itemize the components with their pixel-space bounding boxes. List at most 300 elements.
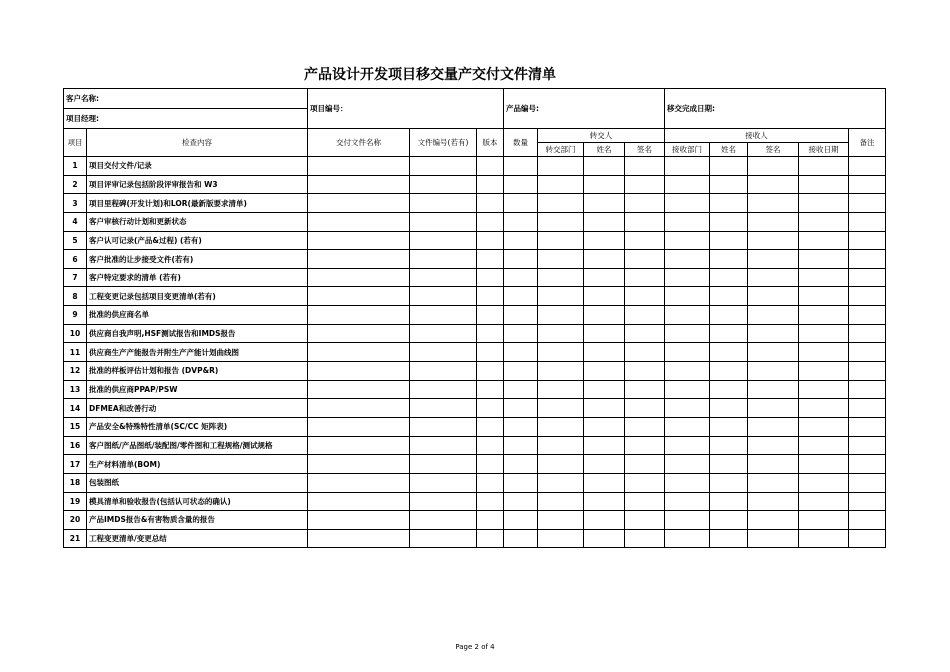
empty-cell[interactable] (410, 175, 477, 194)
empty-cell[interactable] (665, 157, 710, 176)
empty-cell[interactable] (504, 287, 538, 306)
empty-cell[interactable] (710, 194, 748, 213)
empty-cell[interactable] (538, 324, 584, 343)
empty-cell[interactable] (410, 250, 477, 269)
empty-cell[interactable] (538, 250, 584, 269)
empty-cell[interactable] (849, 492, 886, 511)
empty-cell[interactable] (625, 157, 665, 176)
empty-cell[interactable] (538, 175, 584, 194)
empty-cell[interactable] (799, 473, 849, 492)
empty-cell[interactable] (538, 492, 584, 511)
header-item: 项目 (64, 129, 87, 157)
table-row (64, 455, 886, 474)
empty-cell[interactable] (625, 455, 665, 474)
empty-cell[interactable] (308, 529, 410, 548)
empty-cell[interactable] (625, 511, 665, 530)
empty-cell[interactable] (308, 175, 410, 194)
empty-cell[interactable] (504, 343, 538, 362)
product-number-label: 产品编号: (504, 89, 665, 129)
table-row (64, 380, 886, 399)
empty-cell[interactable] (308, 194, 410, 213)
empty-cell[interactable] (584, 455, 625, 474)
empty-cell[interactable] (799, 417, 849, 436)
empty-cell[interactable] (748, 473, 799, 492)
table-row (64, 492, 886, 511)
empty-cell[interactable] (665, 380, 710, 399)
empty-cell[interactable] (538, 417, 584, 436)
empty-cell[interactable] (584, 399, 625, 418)
empty-cell[interactable] (625, 268, 665, 287)
empty-cell[interactable] (410, 436, 477, 455)
table-row (64, 268, 886, 287)
empty-cell[interactable] (584, 268, 625, 287)
empty-cell[interactable] (748, 399, 799, 418)
empty-cell[interactable] (799, 455, 849, 474)
empty-cell[interactable] (799, 194, 849, 213)
empty-cell[interactable] (308, 343, 410, 362)
row-content: DFMEA和改善行动 (87, 399, 308, 418)
empty-cell[interactable] (504, 231, 538, 250)
empty-cell[interactable] (665, 455, 710, 474)
empty-cell[interactable] (504, 324, 538, 343)
empty-cell[interactable] (308, 492, 410, 511)
empty-cell[interactable] (748, 492, 799, 511)
empty-cell[interactable] (477, 324, 504, 343)
empty-cell[interactable] (410, 287, 477, 306)
empty-cell[interactable] (849, 362, 886, 381)
empty-cell[interactable] (799, 511, 849, 530)
empty-cell[interactable] (410, 511, 477, 530)
row-number: 21 (64, 529, 87, 548)
empty-cell[interactable] (504, 157, 538, 176)
empty-cell[interactable] (308, 268, 410, 287)
empty-cell[interactable] (665, 175, 710, 194)
empty-cell[interactable] (625, 212, 665, 231)
project-number-label: 项目编号： (308, 89, 504, 129)
empty-cell[interactable] (584, 212, 625, 231)
empty-cell[interactable] (849, 343, 886, 362)
empty-cell[interactable] (477, 362, 504, 381)
empty-cell[interactable] (308, 231, 410, 250)
empty-cell[interactable] (748, 250, 799, 269)
empty-cell[interactable] (584, 231, 625, 250)
empty-cell[interactable] (665, 268, 710, 287)
header-receive-sign: 签名 (748, 143, 799, 157)
empty-cell[interactable] (477, 473, 504, 492)
empty-cell[interactable] (477, 287, 504, 306)
empty-cell[interactable] (799, 250, 849, 269)
row-number: 8 (64, 287, 87, 306)
row-content: 项目交付文件/记录 (87, 157, 308, 176)
row-number: 2 (64, 175, 87, 194)
empty-cell[interactable] (410, 306, 477, 325)
empty-cell[interactable] (477, 343, 504, 362)
empty-cell[interactable] (849, 511, 886, 530)
empty-cell[interactable] (665, 250, 710, 269)
empty-cell[interactable] (410, 324, 477, 343)
empty-cell[interactable] (625, 194, 665, 213)
empty-cell[interactable] (665, 529, 710, 548)
empty-cell[interactable] (410, 157, 477, 176)
empty-cell[interactable] (504, 492, 538, 511)
empty-cell[interactable] (538, 231, 584, 250)
empty-cell[interactable] (308, 399, 410, 418)
empty-cell[interactable] (799, 212, 849, 231)
empty-cell[interactable] (410, 343, 477, 362)
empty-cell[interactable] (665, 399, 710, 418)
empty-cell[interactable] (799, 306, 849, 325)
empty-cell[interactable] (477, 175, 504, 194)
empty-cell[interactable] (799, 436, 849, 455)
header-transfer-sign: 签名 (625, 143, 665, 157)
table-row (64, 473, 886, 492)
empty-cell[interactable] (584, 380, 625, 399)
empty-cell[interactable] (504, 399, 538, 418)
empty-cell[interactable] (849, 306, 886, 325)
empty-cell[interactable] (748, 343, 799, 362)
empty-cell[interactable] (665, 473, 710, 492)
empty-cell[interactable] (799, 157, 849, 176)
empty-cell[interactable] (477, 268, 504, 287)
empty-cell[interactable] (410, 380, 477, 399)
empty-cell[interactable] (849, 212, 886, 231)
handover-date-label: 移交完成日期: (665, 89, 886, 129)
empty-cell[interactable] (665, 212, 710, 231)
empty-cell[interactable] (504, 529, 538, 548)
row-number: 4 (64, 212, 87, 231)
empty-cell[interactable] (710, 306, 748, 325)
empty-cell[interactable] (710, 287, 748, 306)
empty-cell[interactable] (410, 417, 477, 436)
project-manager-label: 项目经理: (64, 109, 308, 129)
empty-cell[interactable] (625, 492, 665, 511)
table-row (64, 324, 886, 343)
empty-cell[interactable] (799, 175, 849, 194)
empty-cell[interactable] (410, 362, 477, 381)
empty-cell[interactable] (748, 511, 799, 530)
empty-cell[interactable] (504, 380, 538, 399)
empty-cell[interactable] (538, 343, 584, 362)
empty-cell[interactable] (710, 268, 748, 287)
empty-cell[interactable] (538, 157, 584, 176)
empty-cell[interactable] (665, 343, 710, 362)
empty-cell[interactable] (849, 417, 886, 436)
empty-cell[interactable] (799, 380, 849, 399)
empty-cell[interactable] (625, 380, 665, 399)
empty-cell[interactable] (625, 529, 665, 548)
empty-cell[interactable] (477, 250, 504, 269)
empty-cell[interactable] (504, 417, 538, 436)
empty-cell[interactable] (410, 231, 477, 250)
header-receive-name: 姓名 (710, 143, 748, 157)
empty-cell[interactable] (710, 324, 748, 343)
empty-cell[interactable] (849, 529, 886, 548)
empty-cell[interactable] (410, 399, 477, 418)
empty-cell[interactable] (538, 436, 584, 455)
row-content: 供应商生产产能报告并附生产产能计划曲线图 (87, 343, 308, 362)
empty-cell[interactable] (308, 455, 410, 474)
empty-cell[interactable] (849, 380, 886, 399)
empty-cell[interactable] (538, 268, 584, 287)
empty-cell[interactable] (710, 492, 748, 511)
empty-cell[interactable] (504, 194, 538, 213)
empty-cell[interactable] (799, 231, 849, 250)
empty-cell[interactable] (504, 362, 538, 381)
header-transfer-name: 姓名 (584, 143, 625, 157)
empty-cell[interactable] (538, 511, 584, 530)
row-number: 6 (64, 250, 87, 269)
empty-cell[interactable] (538, 399, 584, 418)
empty-cell[interactable] (665, 492, 710, 511)
row-number: 14 (64, 399, 87, 418)
empty-cell[interactable] (477, 380, 504, 399)
empty-cell[interactable] (799, 529, 849, 548)
empty-cell[interactable] (799, 492, 849, 511)
empty-cell[interactable] (799, 399, 849, 418)
empty-cell[interactable] (625, 399, 665, 418)
empty-cell[interactable] (477, 399, 504, 418)
empty-cell[interactable] (710, 212, 748, 231)
empty-cell[interactable] (748, 268, 799, 287)
empty-cell[interactable] (538, 380, 584, 399)
empty-cell[interactable] (538, 287, 584, 306)
empty-cell[interactable] (308, 250, 410, 269)
row-number: 12 (64, 362, 87, 381)
empty-cell[interactable] (584, 306, 625, 325)
empty-cell[interactable] (625, 306, 665, 325)
empty-cell[interactable] (584, 436, 625, 455)
empty-cell[interactable] (538, 306, 584, 325)
empty-cell[interactable] (625, 343, 665, 362)
empty-cell[interactable] (849, 324, 886, 343)
empty-cell[interactable] (849, 455, 886, 474)
empty-cell[interactable] (477, 492, 504, 511)
row-number: 3 (64, 194, 87, 213)
row-content: 客户审核行动计划和更新状态 (87, 212, 308, 231)
empty-cell[interactable] (625, 250, 665, 269)
empty-cell[interactable] (584, 194, 625, 213)
empty-cell[interactable] (710, 399, 748, 418)
empty-cell[interactable] (308, 511, 410, 530)
empty-cell[interactable] (477, 511, 504, 530)
empty-cell[interactable] (584, 157, 625, 176)
empty-cell[interactable] (748, 380, 799, 399)
row-content: 产品安全&特殊特性清单(SC/CC 矩阵表) (87, 417, 308, 436)
empty-cell[interactable] (410, 194, 477, 213)
empty-cell[interactable] (710, 231, 748, 250)
empty-cell[interactable] (584, 324, 625, 343)
header-quantity: 数量 (504, 129, 538, 157)
empty-cell[interactable] (849, 157, 886, 176)
empty-cell[interactable] (504, 268, 538, 287)
empty-cell[interactable] (504, 436, 538, 455)
empty-cell[interactable] (584, 492, 625, 511)
empty-cell[interactable] (625, 436, 665, 455)
empty-cell[interactable] (625, 362, 665, 381)
empty-cell[interactable] (308, 436, 410, 455)
row-content: 批准的供应商PPAP/PSW (87, 380, 308, 399)
empty-cell[interactable] (849, 436, 886, 455)
header-receive-dept: 接收部门 (665, 143, 710, 157)
empty-cell[interactable] (477, 157, 504, 176)
empty-cell[interactable] (477, 306, 504, 325)
row-content: 生产材料清单(BOM) (87, 455, 308, 474)
empty-cell[interactable] (665, 231, 710, 250)
page-number: Page 2 of 4 (455, 643, 495, 651)
empty-cell[interactable] (308, 212, 410, 231)
row-number: 9 (64, 306, 87, 325)
empty-cell[interactable] (710, 157, 748, 176)
empty-cell[interactable] (710, 529, 748, 548)
empty-cell[interactable] (849, 473, 886, 492)
empty-cell[interactable] (308, 417, 410, 436)
empty-cell[interactable] (538, 362, 584, 381)
empty-cell[interactable] (665, 511, 710, 530)
empty-cell[interactable] (538, 455, 584, 474)
empty-cell[interactable] (308, 306, 410, 325)
empty-cell[interactable] (584, 175, 625, 194)
row-number: 5 (64, 231, 87, 250)
empty-cell[interactable] (799, 343, 849, 362)
empty-cell[interactable] (849, 399, 886, 418)
empty-cell[interactable] (799, 362, 849, 381)
empty-cell[interactable] (710, 380, 748, 399)
empty-cell[interactable] (748, 436, 799, 455)
empty-cell[interactable] (410, 492, 477, 511)
empty-cell[interactable] (477, 194, 504, 213)
empty-cell[interactable] (504, 212, 538, 231)
header-receiver: 接收人 (665, 129, 849, 143)
empty-cell[interactable] (748, 529, 799, 548)
empty-cell[interactable] (625, 287, 665, 306)
empty-cell[interactable] (504, 250, 538, 269)
empty-cell[interactable] (477, 529, 504, 548)
empty-cell[interactable] (538, 212, 584, 231)
empty-cell[interactable] (710, 511, 748, 530)
empty-cell[interactable] (748, 231, 799, 250)
empty-cell[interactable] (748, 157, 799, 176)
empty-cell[interactable] (665, 306, 710, 325)
empty-cell[interactable] (538, 529, 584, 548)
empty-cell[interactable] (538, 194, 584, 213)
empty-cell[interactable] (748, 287, 799, 306)
empty-cell[interactable] (849, 250, 886, 269)
empty-cell[interactable] (584, 250, 625, 269)
row-content: 产品IMDS报告&有害物质含量的报告 (87, 511, 308, 530)
empty-cell[interactable] (625, 417, 665, 436)
header-content: 检查内容 (87, 129, 308, 157)
empty-cell[interactable] (710, 362, 748, 381)
empty-cell[interactable] (748, 306, 799, 325)
empty-cell[interactable] (308, 380, 410, 399)
empty-cell[interactable] (538, 473, 584, 492)
row-content: 批准的供应商名单 (87, 306, 308, 325)
empty-cell[interactable] (477, 417, 504, 436)
customer-name-label: 客户名称: (64, 89, 308, 109)
empty-cell[interactable] (477, 212, 504, 231)
empty-cell[interactable] (410, 212, 477, 231)
empty-cell[interactable] (625, 473, 665, 492)
empty-cell[interactable] (748, 417, 799, 436)
empty-cell[interactable] (410, 473, 477, 492)
empty-cell[interactable] (584, 473, 625, 492)
empty-cell[interactable] (584, 529, 625, 548)
empty-cell[interactable] (748, 175, 799, 194)
empty-cell[interactable] (665, 436, 710, 455)
empty-cell[interactable] (849, 268, 886, 287)
empty-cell[interactable] (308, 157, 410, 176)
empty-cell[interactable] (477, 231, 504, 250)
empty-cell[interactable] (665, 194, 710, 213)
empty-cell[interactable] (308, 362, 410, 381)
empty-cell[interactable] (710, 250, 748, 269)
empty-cell[interactable] (799, 268, 849, 287)
table-row (64, 175, 886, 194)
table-row (64, 399, 886, 418)
empty-cell[interactable] (748, 194, 799, 213)
empty-cell[interactable] (710, 455, 748, 474)
empty-cell[interactable] (849, 175, 886, 194)
empty-cell[interactable] (748, 362, 799, 381)
empty-cell[interactable] (625, 175, 665, 194)
table-row (64, 529, 886, 548)
empty-cell[interactable] (799, 287, 849, 306)
empty-cell[interactable] (849, 287, 886, 306)
empty-cell[interactable] (625, 324, 665, 343)
empty-cell[interactable] (665, 417, 710, 436)
empty-cell[interactable] (665, 362, 710, 381)
empty-cell[interactable] (477, 455, 504, 474)
empty-cell[interactable] (504, 511, 538, 530)
empty-cell[interactable] (584, 417, 625, 436)
empty-cell[interactable] (477, 436, 504, 455)
empty-cell[interactable] (584, 287, 625, 306)
empty-cell[interactable] (748, 455, 799, 474)
empty-cell[interactable] (504, 306, 538, 325)
header-doc-number: 文件编号(若有) (410, 129, 477, 157)
empty-cell[interactable] (799, 324, 849, 343)
empty-cell[interactable] (504, 175, 538, 194)
empty-cell[interactable] (710, 343, 748, 362)
empty-cell[interactable] (410, 529, 477, 548)
empty-cell[interactable] (584, 362, 625, 381)
empty-cell[interactable] (748, 212, 799, 231)
empty-cell[interactable] (665, 324, 710, 343)
empty-cell[interactable] (410, 455, 477, 474)
empty-cell[interactable] (665, 287, 710, 306)
empty-cell[interactable] (584, 343, 625, 362)
header-doc-name: 交付文件名称 (308, 129, 410, 157)
empty-cell[interactable] (504, 473, 538, 492)
empty-cell[interactable] (308, 324, 410, 343)
empty-cell[interactable] (410, 268, 477, 287)
header-version: 版本 (477, 129, 504, 157)
empty-cell[interactable] (710, 473, 748, 492)
row-content: 工程变更记录包括项目变更清单(若有) (87, 287, 308, 306)
empty-cell[interactable] (308, 473, 410, 492)
empty-cell[interactable] (710, 436, 748, 455)
empty-cell[interactable] (748, 324, 799, 343)
empty-cell[interactable] (710, 175, 748, 194)
empty-cell[interactable] (849, 194, 886, 213)
empty-cell[interactable] (504, 455, 538, 474)
empty-cell[interactable] (849, 231, 886, 250)
row-number: 17 (64, 455, 87, 474)
empty-cell[interactable] (710, 417, 748, 436)
empty-cell[interactable] (625, 231, 665, 250)
empty-cell[interactable] (584, 511, 625, 530)
empty-cell[interactable] (308, 287, 410, 306)
